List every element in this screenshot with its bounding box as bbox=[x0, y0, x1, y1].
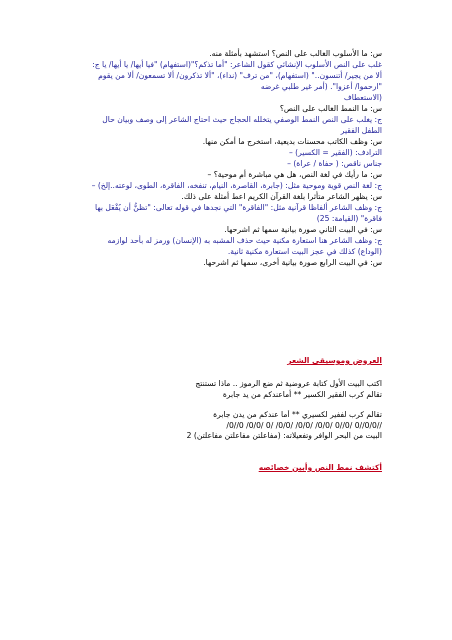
question-line: س: ما النمط الغالب على النص؟ bbox=[279, 104, 382, 113]
scansion-section bbox=[64, 410, 382, 442]
question-line: س: في البيت الرابع صورة بيانية أخرى، سمها ثم اشرحها. bbox=[203, 258, 382, 267]
answer-line: (الوداع) كذلك في عجز البيت استعارة مكنية ثانية. bbox=[227, 247, 382, 256]
answer-line: فاقرة" (القيامة: 25) bbox=[316, 214, 382, 223]
scansion-verse: تقالم كرب لففير لكسيري ** أما عندكم من يدن جابرة bbox=[213, 410, 382, 419]
answer-line: ج: لغة النص قوية وموحية مثل: (جابرة، القاصرة، النيام، تنفخه، الفاقرة، الطوى، لوعته..إلخ) – bbox=[91, 181, 382, 190]
answer-line: ج: وظف الشاعر ألفاظا قرآنية مثل: "الفاقرة" التي نجدها في قوله تعالى: "تظنُّ أن يُفْعَل بها bbox=[95, 203, 382, 212]
answer-line: الطفل الفقير bbox=[340, 126, 382, 135]
questions-section bbox=[60, 48, 382, 268]
prosody-section bbox=[64, 355, 382, 400]
question-line: س: ما رأيك في لغة النص، هل هي مباشرة أم موحية؟ – bbox=[207, 170, 382, 179]
prosody-verse-line: تقالم كرب الفقير الكسير ** أماعندكم من يد جابرة bbox=[222, 390, 382, 399]
answer-line: ج: يغلب على النص النمط الوصفي يتخلله الحجاج حيث احتاج الشاعر إلى وصف وبيان حال bbox=[102, 115, 382, 124]
answer-line: ألا من يجير/ أتنسون.." (استفهام)، "من ترف" (نداء)، "ألا تذكرون/ ألا تسمعون/ ألا من يقوم bbox=[98, 71, 382, 80]
answer-line: الترادف: (الفقير = الكسير) – bbox=[288, 148, 382, 157]
question-line: س: وظف الكاتب محسنات بديعية، استخرج ما أمكن منها. bbox=[202, 137, 382, 146]
answer-line: "ارحموا/ أعزوا". (أمر غير طلبي غرضه bbox=[260, 82, 382, 91]
answer-line: ج: وظف الشاعر هنا استعارة مكنية حيث حذف المشبه به (الإنسان) ورمز له بأحد لوازمه bbox=[107, 236, 382, 245]
answer-line: جناس ناقص: ( حفاة / عراة) – bbox=[287, 159, 382, 168]
text-type-section bbox=[64, 462, 382, 473]
prosody-heading: العروض وموسيقى الشعر bbox=[287, 356, 382, 365]
question-line: س: ما الأسلوب الغالب على النص؟ استشهد بأمثلة منه. bbox=[209, 49, 382, 58]
answer-line: غلب على النص الأسلوب الإنشائي كقول الشاعر: "أما تذكم؟"(استفهام) "فيا أيها/ يا أيها/ يا ج: bbox=[92, 60, 382, 69]
scansion-meter: البيت من البحر الوافر وتفعيلاته: (مفاعلتن مفاعلتن مفاعلتن) 2 bbox=[186, 431, 382, 441]
scansion-symbols: /0//0 /0/0/ 0/ /0/0/ /0/0/ /0/0/ 0//0/ 0//0/0// bbox=[226, 420, 382, 430]
answer-line: (الاستعطاف bbox=[343, 93, 382, 102]
question-line: س: يظهر الشاعر متأثرا بلغة القرآن الكريم اعط أمثلة على ذلك. bbox=[181, 192, 382, 201]
prosody-task-line: اكتب البيت الأول كتابة عروضية ثم ضع الرموز .. ماذا تستنتج bbox=[195, 379, 382, 388]
question-line: س: في البيت الثاني صورة بيانية سمها ثم اشرحها. bbox=[224, 225, 382, 234]
text-type-heading: أكتشف نمط النص وأبين خصائصه bbox=[258, 463, 382, 472]
